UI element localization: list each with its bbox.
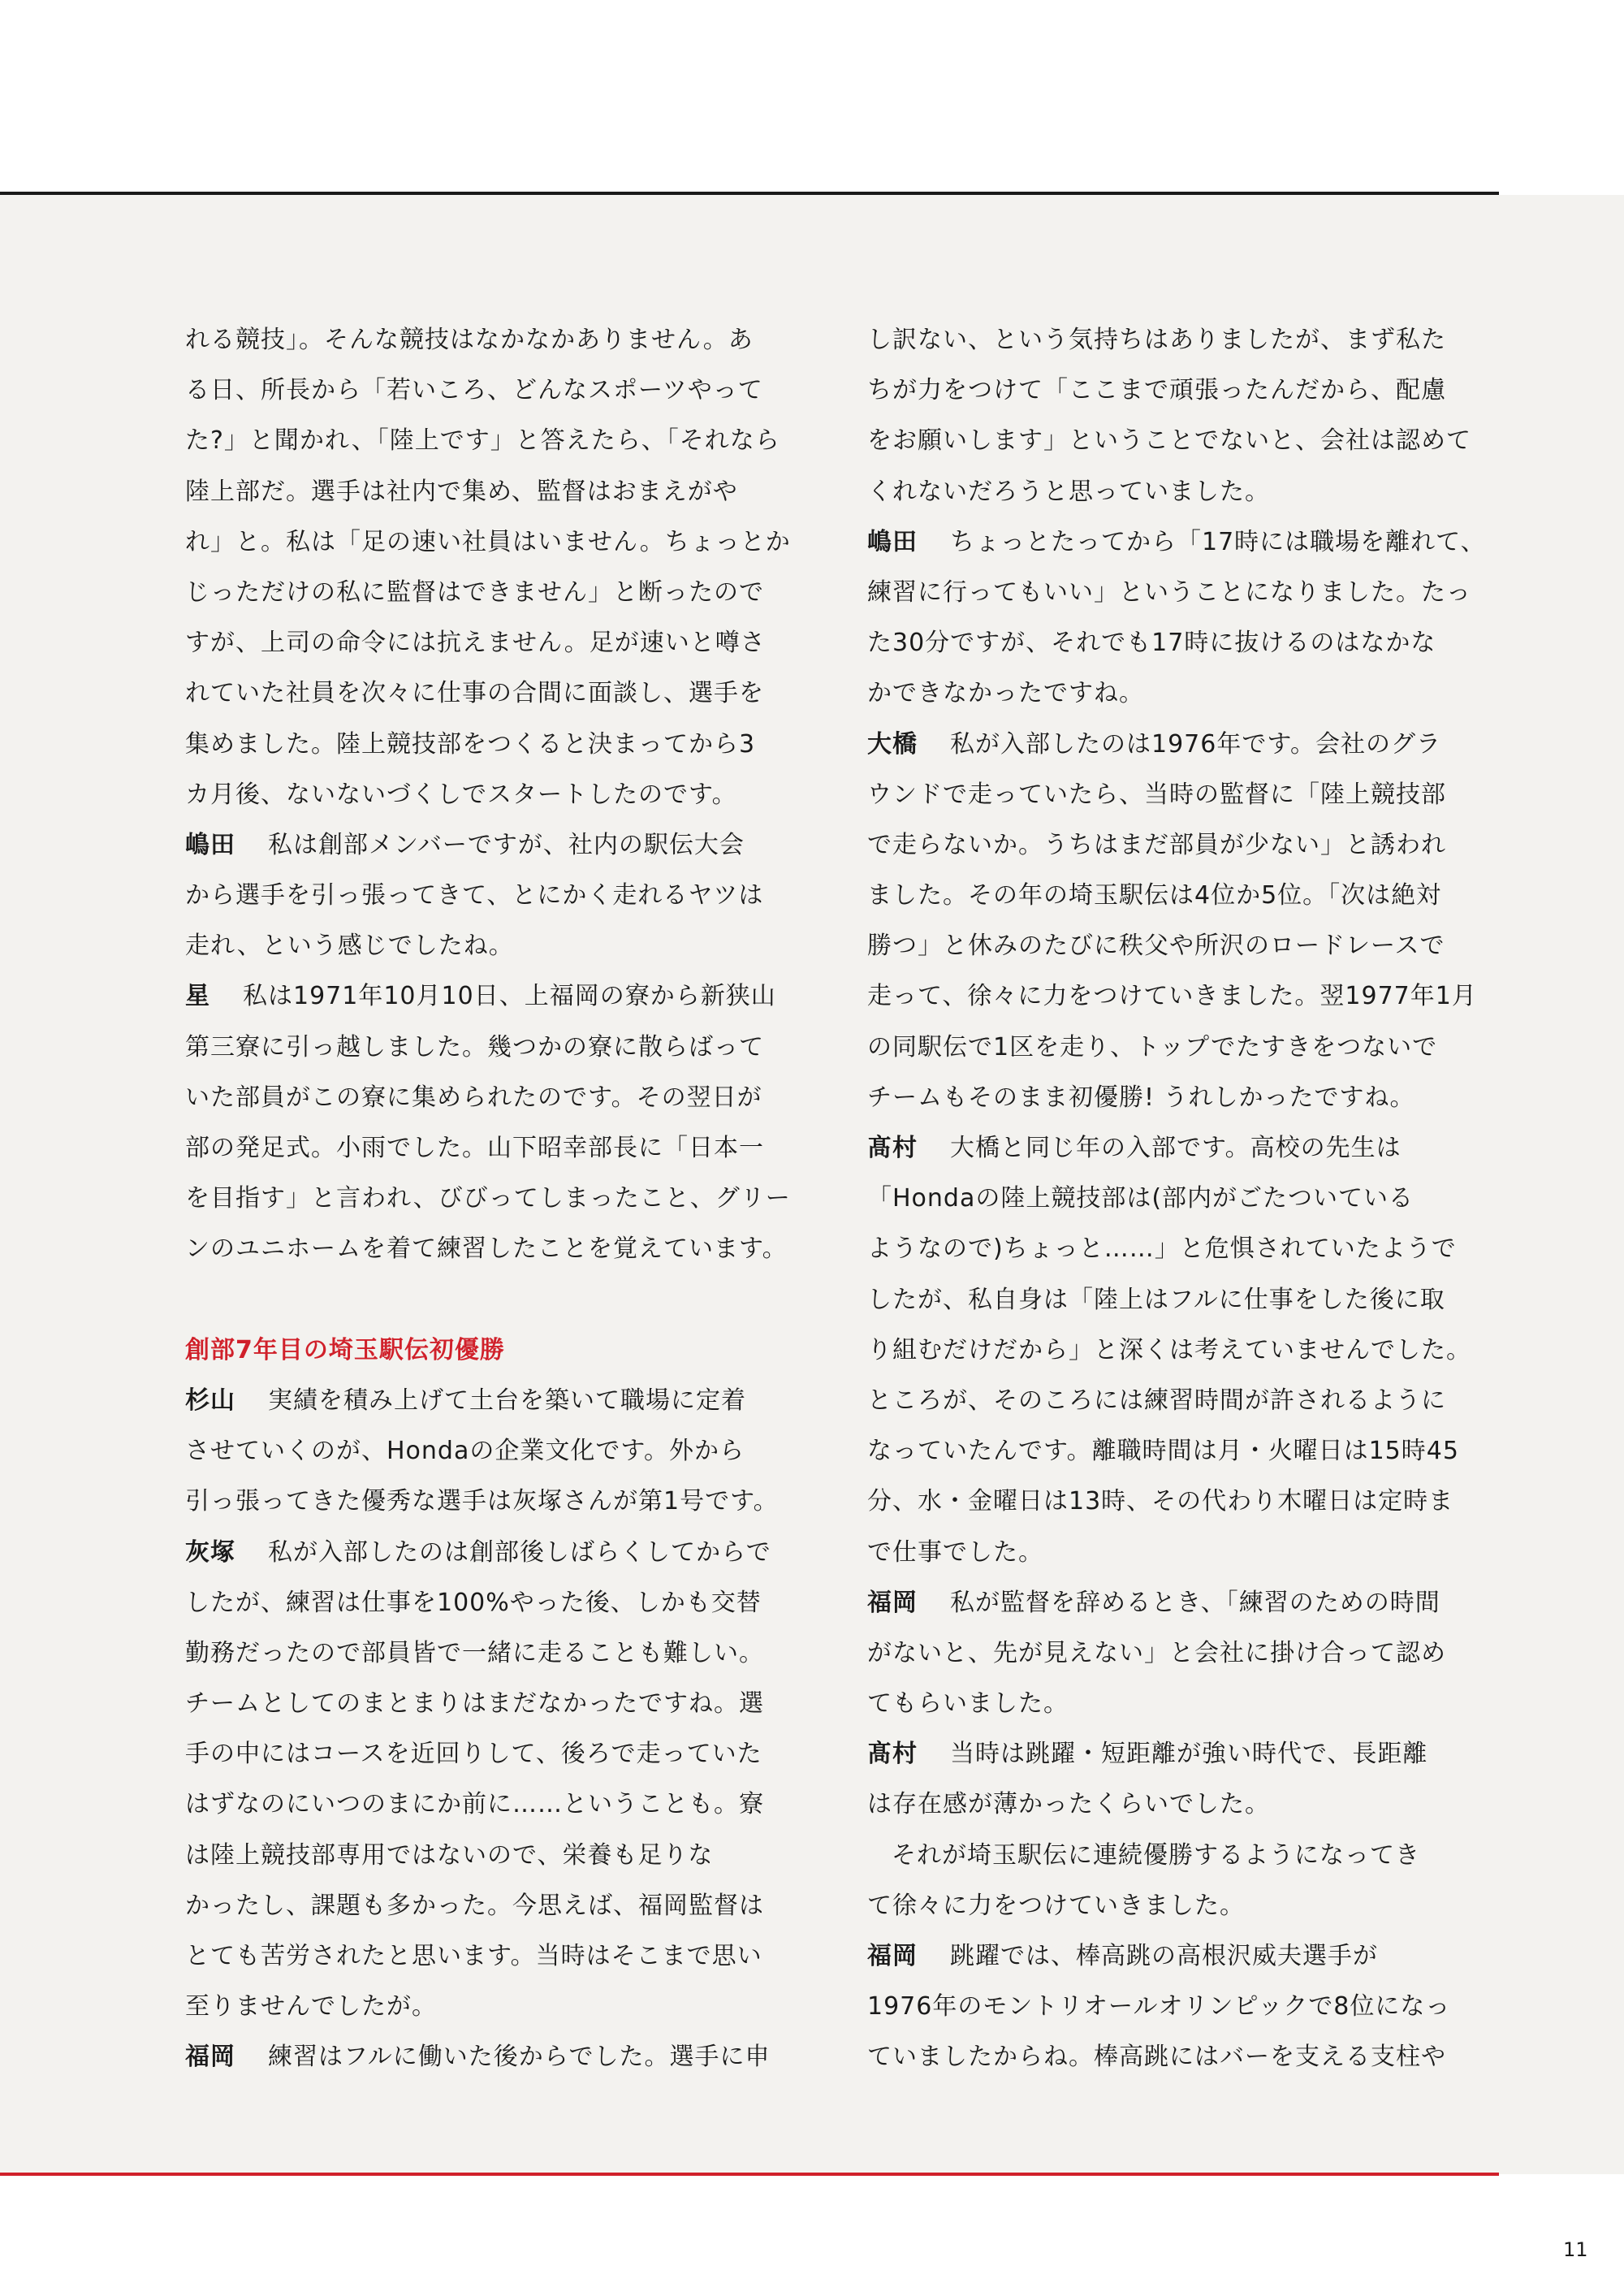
text-line <box>185 820 827 871</box>
line-text: で走らないか。うちはまだ部員が少ない」と誘われ <box>867 830 1446 859</box>
text-line <box>867 668 1509 719</box>
text-line <box>867 416 1509 466</box>
line-text: 私は創部メンバーですが、社内の駅伝大会 <box>268 830 745 859</box>
text-line <box>185 770 827 820</box>
text-line <box>867 1578 1509 1628</box>
line-text: 練習に行ってもいい」ということになりました。たっ <box>867 577 1471 607</box>
text-line <box>867 1023 1509 1073</box>
line-text: くれないだろうと思っていました。 <box>867 477 1270 506</box>
line-text: じっただけの私に監督はできません」と断ったので <box>185 577 764 607</box>
text-line <box>185 1174 827 1224</box>
line-text: る日、所長から「若いころ、どんなスポーツやって <box>185 376 763 405</box>
line-text: から選手を引っ張ってきて、とにかく走れるヤツは <box>185 881 764 910</box>
line-text: ちが力をつけて「ここまで頑張ったんだから、配慮 <box>867 376 1446 405</box>
speaker-name: 星 <box>185 982 210 1011</box>
line-text: したが、練習は仕事を100%やった後、しかも交替 <box>185 1588 762 1617</box>
line-text: 私は1971年10月10日、上福岡の寮から新狭山 <box>243 982 776 1011</box>
text-line <box>185 416 827 466</box>
line-text: 私が監督を辞めるとき、「練習のための時間 <box>950 1588 1440 1617</box>
line-text: チームもそのまま初優勝! うれしかったですね。 <box>867 1083 1415 1112</box>
right-column <box>867 315 1509 2083</box>
bottom-rule <box>0 2173 1499 2176</box>
line-text: 分、水・金曜日は13時、その代わり木曜日は定時ま <box>867 1487 1454 1516</box>
line-text: かできなかったですね。 <box>867 679 1144 708</box>
line-text: それが埼玉駅伝に連続優勝するようになってき <box>892 1840 1420 1870</box>
text-line <box>185 1376 827 1426</box>
text-line <box>185 668 827 719</box>
text-line <box>867 1376 1509 1426</box>
line-text: 陸上部だ。選手は社内で集め、監督はおまえがや <box>185 477 738 506</box>
text-line <box>867 1679 1509 1729</box>
line-text: ンのユニホームを着て練習したことを覚えています。 <box>185 1234 788 1264</box>
line-text: た30分ですが、それでも17時に抜けるのはなかな <box>867 629 1436 658</box>
line-text: かったし、課題も多かった。今思えば、福岡監督は <box>185 1891 764 1920</box>
speaker-name: 髙村 <box>867 1134 918 1162</box>
text-line <box>867 1224 1509 1274</box>
line-text: ようなので)ちょっと……」と危惧されていたようで <box>867 1234 1457 1264</box>
text-line <box>185 467 827 517</box>
text-line <box>867 770 1509 820</box>
text-line <box>867 568 1509 618</box>
text-line <box>867 1779 1509 1830</box>
line-text: いた部員がこの寮に集められたのです。その翌日が <box>185 1083 762 1112</box>
line-text: 跳躍では、棒高跳の高根沢威夫選手が <box>950 1942 1378 1970</box>
line-text: 私が入部したのは1976年です。会社のグラ <box>950 729 1441 759</box>
text-line <box>867 618 1509 668</box>
text-line <box>185 365 827 416</box>
section-heading: 創部7年目の埼玉駅伝初優勝 <box>185 1335 505 1364</box>
text-line <box>867 315 1509 365</box>
line-text: カ月後、ないないづくしでスタートしたのです。 <box>185 780 737 809</box>
line-text: ウンドで走っていたら、当時の監督に「陸上競技部 <box>867 780 1446 809</box>
line-text: 勤務だったので部員皆で一緒に走ることも難しい。 <box>185 1638 764 1667</box>
page-number: 11 <box>1563 2238 1588 2261</box>
speaker-name: 福岡 <box>185 2043 235 2072</box>
speaker-name: 杉山 <box>185 1386 235 1415</box>
line-text: をお願いします」ということでないと、会社は認めて <box>867 426 1471 456</box>
line-text: 第三寮に引っ越しました。幾つかの寮に散らばって <box>185 1032 764 1062</box>
text-line <box>867 1729 1509 1779</box>
line-text: ちょっとたってから「17時には職場を離れて、 <box>950 527 1486 556</box>
line-text: 私が入部したのは創部後しばらくしてからで <box>268 1537 771 1567</box>
text-line <box>185 720 827 770</box>
text-line <box>867 517 1509 568</box>
text-line <box>185 1224 827 1274</box>
line-text: の同駅伝で1区を走り、トップでたすきをつないで <box>867 1032 1438 1062</box>
text-line <box>867 971 1509 1022</box>
text-line <box>185 1023 827 1073</box>
line-text: すが、上司の命令には抗えません。足が速いと噂さ <box>185 629 766 658</box>
line-text: り組むだけだから」と深くは考えていませんでした。 <box>867 1335 1471 1364</box>
speaker-name: 嶋田 <box>867 527 918 556</box>
text-line <box>867 1628 1509 1679</box>
line-text: とても苦労されたと思います。当時はそこまで思い <box>185 1942 762 1970</box>
line-text: て徐々に力をつけていきました。 <box>867 1891 1245 1920</box>
line-text: はずなのにいつのまにか前に……ということも。寮 <box>185 1790 764 1819</box>
text-line <box>185 871 827 921</box>
paragraph-gap <box>185 1275 827 1325</box>
left-column <box>185 315 827 2083</box>
speaker-name: 大橋 <box>867 729 918 759</box>
line-text: 実績を積み上げて土台を築いて職場に定着 <box>268 1386 746 1415</box>
text-line <box>867 1528 1509 1578</box>
line-text: し訳ない、という気持ちはありましたが、まず私た <box>867 326 1446 354</box>
speaker-name: 福岡 <box>867 1588 918 1617</box>
text-line <box>185 315 827 365</box>
speaker-name: 髙村 <box>867 1740 918 1769</box>
text-line <box>185 1881 827 1931</box>
line-text: れていた社員を次々に仕事の合間に面談し、選手を <box>185 679 764 708</box>
line-text: 走って、徐々に力をつけていきました。翌1977年1月 <box>867 982 1477 1011</box>
text-line <box>185 1073 827 1123</box>
text-line <box>185 2032 827 2082</box>
text-line <box>185 1426 827 1477</box>
text-line <box>867 1073 1509 1123</box>
text-line <box>867 1982 1509 2032</box>
text-line <box>867 1931 1509 1982</box>
text-line <box>185 1982 827 2032</box>
speaker-name: 灰塚 <box>185 1537 235 1567</box>
line-text: た?」と聞かれ、「陸上です」と答えたら、「それなら <box>185 426 780 456</box>
line-text: 手の中にはコースを近回りして、後ろで走っていた <box>185 1740 762 1769</box>
text-line <box>185 1628 827 1679</box>
text-line <box>185 1779 827 1830</box>
line-text: ところが、そのころには練習時間が許されるように <box>867 1386 1446 1415</box>
text-line <box>867 720 1509 770</box>
text-line <box>867 921 1509 971</box>
text-line <box>867 1477 1509 1527</box>
text-line <box>867 1174 1509 1224</box>
text-line <box>185 1123 827 1174</box>
line-text: チームとしてのまとまりはまだなかったですね。選 <box>185 1689 764 1719</box>
line-text: 勝つ」と休みのたびに秩父や所沢のロードレースで <box>867 932 1445 961</box>
line-text: がないと、先が見えない」と会社に掛け合って認め <box>867 1638 1446 1667</box>
line-text: 大橋と同じ年の入部です。高校の先生は <box>950 1134 1402 1162</box>
line-text: れる競技」。そんな競技はなかなかありません。あ <box>185 326 754 354</box>
text-line <box>867 1881 1509 1931</box>
line-text: は存在感が薄かったくらいでした。 <box>867 1790 1270 1819</box>
text-line <box>185 1477 827 1527</box>
line-text: 部の発足式。小雨でした。山下昭幸部長に「日本一 <box>185 1134 764 1162</box>
text-line <box>185 1679 827 1729</box>
speaker-name: 福岡 <box>867 1942 918 1970</box>
text-line <box>185 1831 827 1881</box>
text-line <box>185 1528 827 1578</box>
text-line <box>867 1426 1509 1477</box>
line-text: ました。その年の埼玉駅伝は4位か5位。「次は絶対 <box>867 881 1442 910</box>
line-text: 当時は跳躍・短距離が強い時代で、長距離 <box>950 1740 1428 1769</box>
line-text: 引っ張ってきた優秀な選手は灰塚さんが第1号です。 <box>185 1487 779 1516</box>
text-line <box>867 1275 1509 1325</box>
text-line <box>185 618 827 668</box>
line-text: 「Hondaの陸上競技部は(部内がごたついている <box>867 1184 1415 1213</box>
line-text: 走れ、という感じでしたね。 <box>185 932 514 961</box>
text-line <box>867 365 1509 416</box>
text-line <box>185 1931 827 1982</box>
text-line <box>185 1578 827 1628</box>
text-line <box>185 1729 827 1779</box>
line-text: 至りませんでしたが。 <box>185 1992 437 2021</box>
line-text: ていましたからね。棒高跳にはバーを支える支柱や <box>867 2043 1446 2072</box>
line-text: なっていたんです。離職時間は月・火曜日は15時45 <box>867 1437 1459 1466</box>
text-line <box>185 517 827 568</box>
line-text: 1976年のモントリオールオリンピックで8位になっ <box>867 1992 1451 2021</box>
text-line <box>867 1831 1509 1881</box>
text-line <box>185 971 827 1022</box>
text-line <box>185 921 827 971</box>
line-text: を目指す」と言われ、びびってしまったこと、グリー <box>185 1184 791 1213</box>
text-line <box>867 820 1509 871</box>
speaker-name: 嶋田 <box>185 830 235 859</box>
text-line <box>867 1123 1509 1174</box>
line-text: させていくのが、Hondaの企業文化です。外から <box>185 1437 745 1466</box>
line-text: で仕事でした。 <box>867 1537 1043 1567</box>
text-line <box>185 568 827 618</box>
line-text: 集めました。陸上競技部をつくると決まってから3 <box>185 729 756 759</box>
line-text: 練習はフルに働いた後からでした。選手に申 <box>268 2043 771 2072</box>
text-line <box>867 2032 1509 2082</box>
line-text: れ」と。私は「足の速い社員はいません。ちょっとか <box>185 527 791 556</box>
line-text: は陸上競技部専用ではないので、栄養も足りな <box>185 1840 714 1870</box>
line-text: てもらいました。 <box>867 1689 1069 1719</box>
text-line <box>867 871 1509 921</box>
line-text: したが、私自身は「陸上はフルに仕事をした後に取 <box>867 1285 1445 1314</box>
text-line <box>867 467 1509 517</box>
text-line <box>867 1325 1509 1376</box>
